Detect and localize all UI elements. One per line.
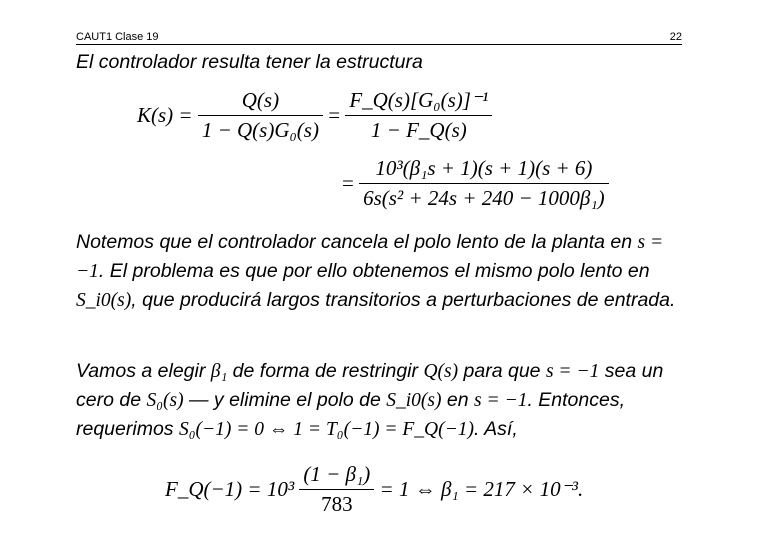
paragraph-2 (76, 357, 684, 444)
eq1-frac1-denominator: 1 − Q(s)G₀(s) (201, 118, 319, 142)
eq2-numerator: 10³(β₁s + 1)(s + 1)(s + 6) (359, 156, 609, 184)
paragraph-1 (76, 228, 684, 315)
equation-2 (342, 156, 609, 211)
eq1-frac1-numerator: Q(s) (198, 88, 323, 116)
eq1-lhs: K(s) = (137, 103, 193, 127)
para1-math-1: s = −1 (76, 232, 664, 282)
eq3-fraction (299, 462, 374, 517)
para2-math-1: β₁ (210, 361, 228, 382)
para2-text-4: sea un cero de (76, 360, 664, 411)
para2-math-2: Q(s) (423, 361, 459, 382)
para1-text-1: Notemos que el controlador cancela el polo lento de la planta en (76, 231, 638, 253)
header-course-label: CAUT1 Clase 19 (76, 31, 159, 43)
eq1-equals: = (328, 103, 341, 127)
intro-text: El controlador resulta tener la estructura (76, 51, 423, 73)
header-rule (76, 44, 682, 45)
para2-math-5: S_i0(s) (386, 390, 442, 411)
para2-math-3: s = −1 (545, 361, 600, 382)
header-page-number: 22 (669, 31, 682, 43)
para2-text-3: para que (458, 360, 546, 382)
eq1-frac2-denominator: 1 − F_Q(s) (370, 118, 467, 142)
para1-math-2: S_i0(s) (76, 290, 132, 311)
para2-text-2: de forma de restringir (227, 360, 424, 382)
para2-math-7: S₀(−1) = 0 ⇔ 1 = T₀(−1) = F_Q(−1) (178, 419, 475, 440)
eq2-denominator: 6s(s² + 24s + 240 − 1000β₁) (363, 186, 605, 210)
para2-text-7: . Entonces, requerimos (76, 389, 626, 440)
para2-math-6: s = −1 (474, 390, 528, 411)
para2-math-4: S₀(s) (146, 390, 184, 411)
eq3-rhs: = 1 ⇔ β₁ = 217 × 10⁻³. (379, 477, 584, 501)
equation-1 (137, 88, 492, 143)
eq2-fraction (359, 156, 609, 211)
eq1-fraction-2 (345, 88, 492, 143)
eq1-fraction-1 (198, 88, 323, 143)
para1-text-2: . El problema es que por ello obtenemos el mismo polo lento en (98, 260, 650, 282)
eq1-frac2-numerator: F_Q(s)[G₀(s)]⁻¹ (345, 88, 492, 116)
eq3-numerator: (1 − β₁) (299, 462, 374, 490)
para2-text-1: Vamos a elegir (76, 360, 211, 382)
para2-text-8: . Así, (474, 418, 518, 440)
eq3-lhs: F_Q(−1) = 10³ (165, 477, 295, 501)
para1-text-3: , que producirá largos transitorios a perturbaciones de entrada. (131, 289, 676, 311)
para2-text-5: — y elimine el polo de (183, 389, 387, 411)
equation-3 (165, 462, 583, 517)
para2-text-6: en (441, 389, 475, 411)
eq3-denominator: 783 (321, 492, 353, 516)
eq2-equals: = (342, 171, 354, 195)
